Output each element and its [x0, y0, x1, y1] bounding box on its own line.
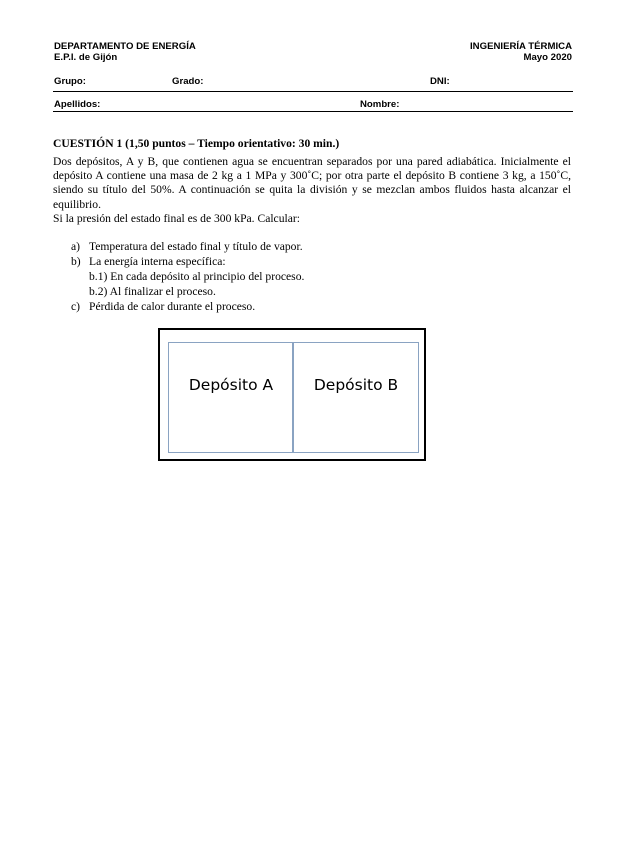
- statement-paragraph: Dos depósitos, A y B, que contienen agua se encuentran separados por una pared adiabática. Inicialmente el depósito A contiene una masa de 2 kg a 1 MPa y 300˚C; por otra parte el depósito B contiene 3 kg, a 150˚C, siendo su título del 50%. A continuación se quita la división y se mezclan ambos fluidos hasta alcanzar el equilibrio.: [53, 155, 571, 211]
- item-marker: c): [71, 300, 81, 313]
- question-items: [53, 240, 571, 315]
- grado-label: Grado:: [172, 76, 204, 87]
- apellidos-label: Apellidos:: [54, 99, 101, 110]
- form-line-bottom: [53, 111, 573, 112]
- tanks-diagram: [158, 328, 426, 461]
- tank-a: [168, 342, 294, 453]
- item-text: Pérdida de calor durante el proceso.: [89, 300, 256, 313]
- question-title: CUESTIÓN 1 (1,50 puntos – Tiempo orientativo: 30 min.): [53, 137, 340, 150]
- form-line-top: [53, 91, 573, 92]
- statement-request: Si la presión del estado final es de 300 kPa. Calcular:: [53, 211, 300, 225]
- nombre-label: Nombre:: [360, 99, 400, 110]
- tank-b-label: Depósito B: [313, 375, 399, 394]
- department-name: DEPARTAMENTO DE ENERGÍA: [54, 41, 196, 52]
- item-text: La energía interna específica:: [89, 255, 226, 268]
- list-subitem: [53, 270, 571, 285]
- subitem-text: b.2) Al finalizar el proceso.: [89, 285, 216, 298]
- tank-b: [293, 342, 419, 453]
- item-marker: a): [71, 240, 81, 253]
- tank-a-label: Depósito A: [188, 375, 274, 394]
- list-item: [53, 255, 571, 270]
- list-item: [53, 300, 571, 315]
- question-statement: [53, 155, 571, 226]
- dni-label: DNI:: [430, 76, 450, 87]
- item-marker: b): [71, 255, 81, 268]
- subitem-text: b.1) En cada depósito al principio del proceso.: [89, 270, 305, 283]
- list-item: [53, 240, 571, 255]
- grupo-label: Grupo:: [54, 76, 86, 87]
- school-name: E.P.I. de Gijón: [54, 52, 118, 63]
- item-text: Temperatura del estado final y título de vapor.: [89, 240, 303, 253]
- subject-name: INGENIERÍA TÉRMICA: [470, 41, 572, 52]
- list-subitem: [53, 285, 571, 300]
- exam-date: Mayo 2020: [523, 52, 572, 63]
